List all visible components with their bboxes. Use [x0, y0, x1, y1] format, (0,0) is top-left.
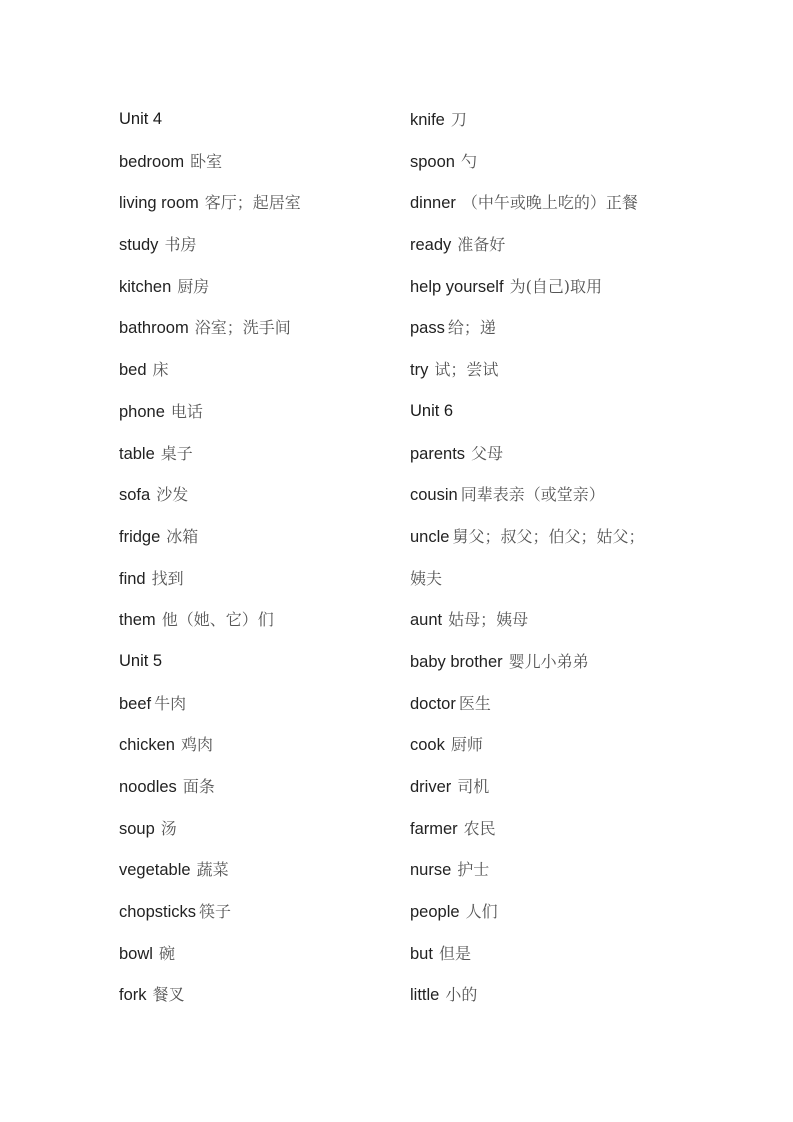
vocab-entry — [410, 641, 700, 683]
vocab-entry — [119, 558, 409, 600]
chinese-meaning: 刀 — [450, 110, 467, 129]
vocab-entry — [119, 974, 409, 1016]
english-word: phone — [119, 402, 165, 421]
vocab-entry — [410, 349, 700, 391]
unit-title: Unit 6 — [410, 401, 454, 420]
english-word: driver — [410, 778, 452, 796]
vocab-entry — [119, 808, 409, 850]
vocab-entry — [119, 266, 409, 308]
vocab-entry — [410, 974, 700, 1016]
chinese-meaning: 找到 — [151, 568, 184, 588]
chinese-meaning: 电话 — [170, 401, 203, 421]
chinese-meaning: 婴儿小弟弟 — [508, 651, 589, 671]
vocab-entry — [410, 99, 700, 141]
chinese-meaning: 厨房 — [177, 276, 210, 296]
english-word: people — [410, 903, 460, 922]
english-word: sofa — [119, 486, 151, 505]
unit-heading — [119, 641, 409, 683]
english-word: knife — [410, 111, 445, 129]
english-word: kitchen — [119, 277, 172, 296]
vocab-entry — [410, 516, 700, 558]
english-word: baby brother — [410, 652, 503, 671]
chinese-meaning: 舅父；叔父；伯父；姑父； — [452, 526, 645, 546]
chinese-meaning: 勺 — [460, 151, 477, 171]
english-word: cook — [410, 736, 445, 755]
vocab-entry-continuation — [410, 558, 700, 600]
vocab-entry — [119, 474, 409, 516]
chinese-meaning: 人们 — [465, 902, 498, 922]
vocab-entry — [119, 933, 409, 975]
english-word: farmer — [410, 819, 458, 838]
english-word: chopsticks — [119, 903, 197, 922]
vocab-entry — [410, 933, 700, 975]
english-word: uncle — [410, 527, 450, 546]
vocab-entry — [410, 849, 700, 891]
english-word: aunt — [410, 611, 443, 630]
english-word: dinner — [410, 194, 456, 213]
vocab-entry — [410, 182, 700, 224]
chinese-meaning: 鸡肉 — [180, 735, 213, 755]
vocab-entry — [410, 307, 700, 349]
chinese-meaning: 面条 — [182, 777, 215, 796]
chinese-meaning: 厨师 — [450, 735, 483, 755]
vocab-entry — [119, 433, 409, 475]
english-word: try — [410, 361, 429, 380]
vocab-entry — [119, 307, 409, 349]
chinese-meaning: 筷子 — [199, 902, 232, 922]
vocab-entry — [119, 599, 409, 641]
chinese-meaning: 卧室 — [190, 151, 223, 171]
vocab-entry — [119, 683, 409, 725]
unit-title: Unit 5 — [119, 651, 163, 670]
english-word: spoon — [410, 152, 455, 171]
unit-heading — [410, 391, 700, 433]
chinese-meaning: 但是 — [438, 943, 471, 963]
chinese-meaning: 农民 — [463, 818, 496, 838]
chinese-meaning: 沙发 — [156, 485, 189, 505]
english-word: little — [410, 986, 440, 1005]
english-word: vegetable — [119, 861, 191, 880]
chinese-meaning: 牛肉 — [154, 693, 187, 713]
english-word: cousin — [410, 486, 458, 505]
english-word: noodles — [119, 778, 177, 796]
chinese-meaning: 为(自己)取用 — [509, 276, 603, 296]
vocab-entry — [119, 391, 409, 433]
chinese-meaning: 护士 — [457, 860, 490, 880]
english-word: fork — [119, 986, 147, 1005]
chinese-meaning: 桌子 — [160, 443, 193, 463]
left-column — [119, 99, 409, 1016]
vocab-entry — [119, 516, 409, 558]
vocab-entry — [119, 891, 409, 933]
english-word: bedroom — [119, 152, 185, 171]
english-word: them — [119, 611, 156, 630]
chinese-meaning: 小的 — [445, 985, 478, 1005]
vocab-entry — [410, 891, 700, 933]
vocab-entry — [410, 141, 700, 183]
english-word: table — [119, 444, 155, 463]
chinese-meaning: 姑母；姨母 — [448, 610, 529, 630]
chinese-meaning: 碗 — [158, 943, 175, 963]
chinese-meaning: 客厅；起居室 — [204, 193, 301, 213]
chinese-meaning: 姨夫 — [410, 568, 443, 588]
vocab-entry — [410, 766, 700, 808]
chinese-meaning: 蔬菜 — [196, 860, 229, 880]
english-word: beef — [119, 694, 152, 713]
vocab-entry — [119, 724, 409, 766]
chinese-meaning: 他（她、它）们 — [161, 610, 274, 630]
english-word: help yourself — [410, 277, 504, 296]
english-word: study — [119, 236, 159, 255]
chinese-meaning: 给；递 — [447, 318, 496, 338]
english-word: doctor — [410, 694, 456, 713]
chinese-meaning: 冰箱 — [166, 526, 199, 546]
vocab-entry — [119, 349, 409, 391]
english-word: bed — [119, 361, 147, 380]
chinese-meaning: 同辈表亲（或堂亲） — [460, 485, 605, 505]
chinese-meaning: 浴室；洗手间 — [194, 318, 291, 338]
english-word: nurse — [410, 861, 452, 880]
vocab-entry — [410, 599, 700, 641]
vocab-entry — [119, 224, 409, 266]
english-word: bathroom — [119, 319, 189, 338]
chinese-meaning: 餐叉 — [152, 985, 185, 1005]
chinese-meaning: 医生 — [458, 693, 491, 713]
vocab-entry — [119, 141, 409, 183]
chinese-meaning: 床 — [152, 360, 169, 380]
chinese-meaning: 父母 — [471, 443, 504, 463]
unit-heading — [119, 99, 409, 141]
english-word: living room — [119, 194, 199, 213]
right-column — [410, 99, 700, 1016]
chinese-meaning: 司机 — [457, 777, 490, 796]
vocab-entry — [119, 766, 409, 808]
english-word: parents — [410, 444, 466, 463]
english-word: ready — [410, 236, 452, 255]
chinese-meaning: 书房 — [164, 235, 197, 255]
english-word: soup — [119, 819, 155, 838]
chinese-meaning: 试；尝试 — [434, 360, 499, 380]
english-word: chicken — [119, 736, 175, 755]
vocab-entry — [410, 808, 700, 850]
english-word: but — [410, 944, 433, 963]
vocab-entry — [410, 224, 700, 266]
vocab-entry — [410, 724, 700, 766]
unit-title: Unit 4 — [119, 110, 163, 128]
vocab-entry — [119, 849, 409, 891]
english-word: pass — [410, 319, 445, 338]
english-word: bowl — [119, 944, 153, 963]
vocab-entry — [410, 266, 700, 308]
chinese-meaning: 汤 — [160, 818, 177, 838]
english-word: fridge — [119, 527, 161, 546]
vocab-entry — [410, 474, 700, 516]
chinese-meaning: 准备好 — [457, 235, 506, 255]
chinese-meaning: （中午或晚上吃的）正餐 — [461, 193, 638, 213]
vocab-entry — [410, 683, 700, 725]
english-word: find — [119, 569, 146, 588]
vocab-entry — [410, 433, 700, 475]
vocab-entry — [119, 182, 409, 224]
